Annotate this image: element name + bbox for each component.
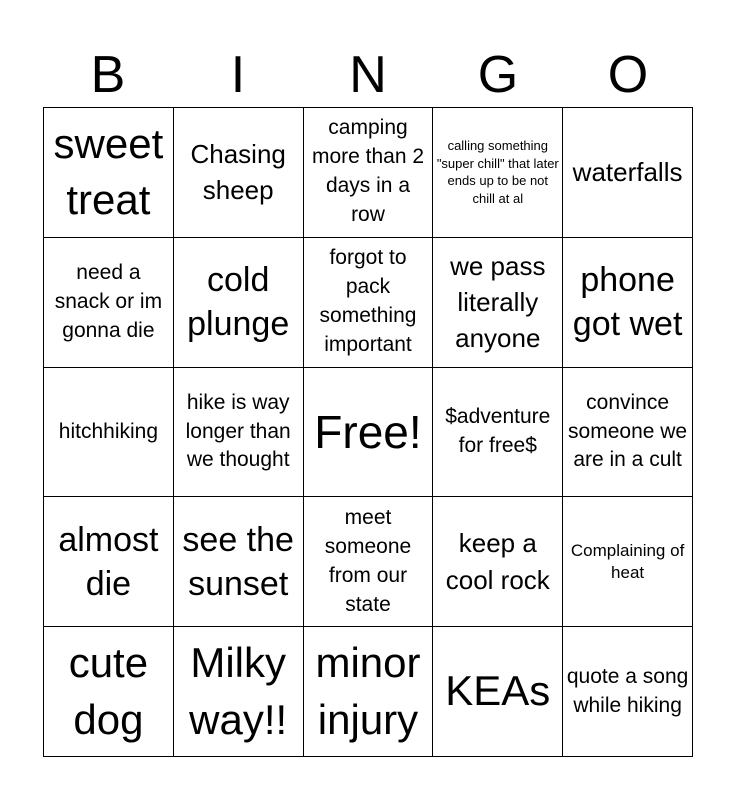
bingo-cell-text: forgot to pack something important bbox=[319, 246, 417, 357]
bingo-cell-text: cold plunge bbox=[187, 261, 290, 344]
bingo-cell-text: need a snack or im gonna die bbox=[54, 260, 163, 342]
free-space-cell[interactable] bbox=[304, 368, 434, 498]
header-letter-i: I bbox=[230, 46, 246, 104]
bingo-cell-text: sweet treat bbox=[53, 119, 164, 224]
bingo-cell-text: keep a cool rock bbox=[445, 528, 550, 595]
bingo-cell[interactable] bbox=[433, 368, 563, 498]
bingo-cell-text: almost die bbox=[58, 520, 159, 603]
bingo-cell[interactable] bbox=[433, 497, 563, 627]
bingo-cell-text: waterfalls bbox=[572, 157, 683, 188]
bingo-cell-text: convince someone we are in a cult bbox=[568, 390, 688, 472]
bingo-cell[interactable] bbox=[174, 497, 304, 627]
bingo-cell[interactable] bbox=[174, 108, 304, 238]
bingo-cell[interactable] bbox=[563, 497, 693, 627]
bingo-cell[interactable] bbox=[304, 108, 434, 238]
bingo-cell-text: KEAs bbox=[445, 667, 551, 715]
bingo-cell[interactable] bbox=[304, 497, 434, 627]
bingo-cell-text: minor injury bbox=[315, 638, 421, 743]
bingo-cell-text: hike is way longer than we thought bbox=[185, 390, 291, 472]
bingo-cell[interactable] bbox=[44, 108, 174, 238]
bingo-cell-text: cute dog bbox=[68, 638, 149, 743]
bingo-cell[interactable] bbox=[174, 368, 304, 498]
bingo-cell[interactable] bbox=[304, 627, 434, 757]
free-space-text: Free! bbox=[314, 405, 422, 458]
bingo-cell-text: we pass literally anyone bbox=[450, 250, 546, 354]
bingo-cell[interactable] bbox=[174, 627, 304, 757]
bingo-cell-text: see the sunset bbox=[182, 520, 294, 603]
bingo-cell-text: Complaining of heat bbox=[570, 540, 685, 582]
bingo-cell[interactable] bbox=[44, 238, 174, 368]
header-letter-n: N bbox=[349, 46, 387, 104]
bingo-cell[interactable] bbox=[304, 238, 434, 368]
bingo-cell[interactable] bbox=[44, 368, 174, 498]
bingo-cell-text: $adventure for free$ bbox=[445, 405, 551, 457]
bingo-cell-text: phone got wet bbox=[572, 261, 683, 344]
header-letter-b: B bbox=[90, 46, 126, 104]
bingo-cell[interactable] bbox=[174, 238, 304, 368]
bingo-header bbox=[43, 44, 693, 106]
bingo-cell-text: calling something "super chill" that later ends up to be not chill at al bbox=[436, 138, 559, 206]
bingo-cell[interactable] bbox=[44, 627, 174, 757]
bingo-cell-text: meet someone from our state bbox=[324, 505, 412, 616]
bingo-cell[interactable] bbox=[563, 238, 693, 368]
bingo-cell[interactable] bbox=[433, 627, 563, 757]
bingo-cell[interactable] bbox=[563, 108, 693, 238]
bingo-cell[interactable] bbox=[44, 497, 174, 627]
header-letter-o: O bbox=[607, 46, 649, 104]
bingo-board bbox=[43, 107, 693, 757]
bingo-cell[interactable] bbox=[433, 108, 563, 238]
bingo-cell-text: camping more than 2 days in a row bbox=[311, 116, 425, 227]
bingo-cell-text: quote a song while hiking bbox=[566, 664, 689, 717]
bingo-cell[interactable] bbox=[563, 627, 693, 757]
header-letter-g: G bbox=[477, 46, 519, 104]
bingo-cell-text: Milky way!! bbox=[189, 638, 288, 743]
bingo-cell-text: hitchhiking bbox=[58, 419, 159, 443]
bingo-cell[interactable] bbox=[563, 368, 693, 498]
bingo-cell[interactable] bbox=[433, 238, 563, 368]
bingo-cell-text: Chasing sheep bbox=[190, 139, 286, 206]
